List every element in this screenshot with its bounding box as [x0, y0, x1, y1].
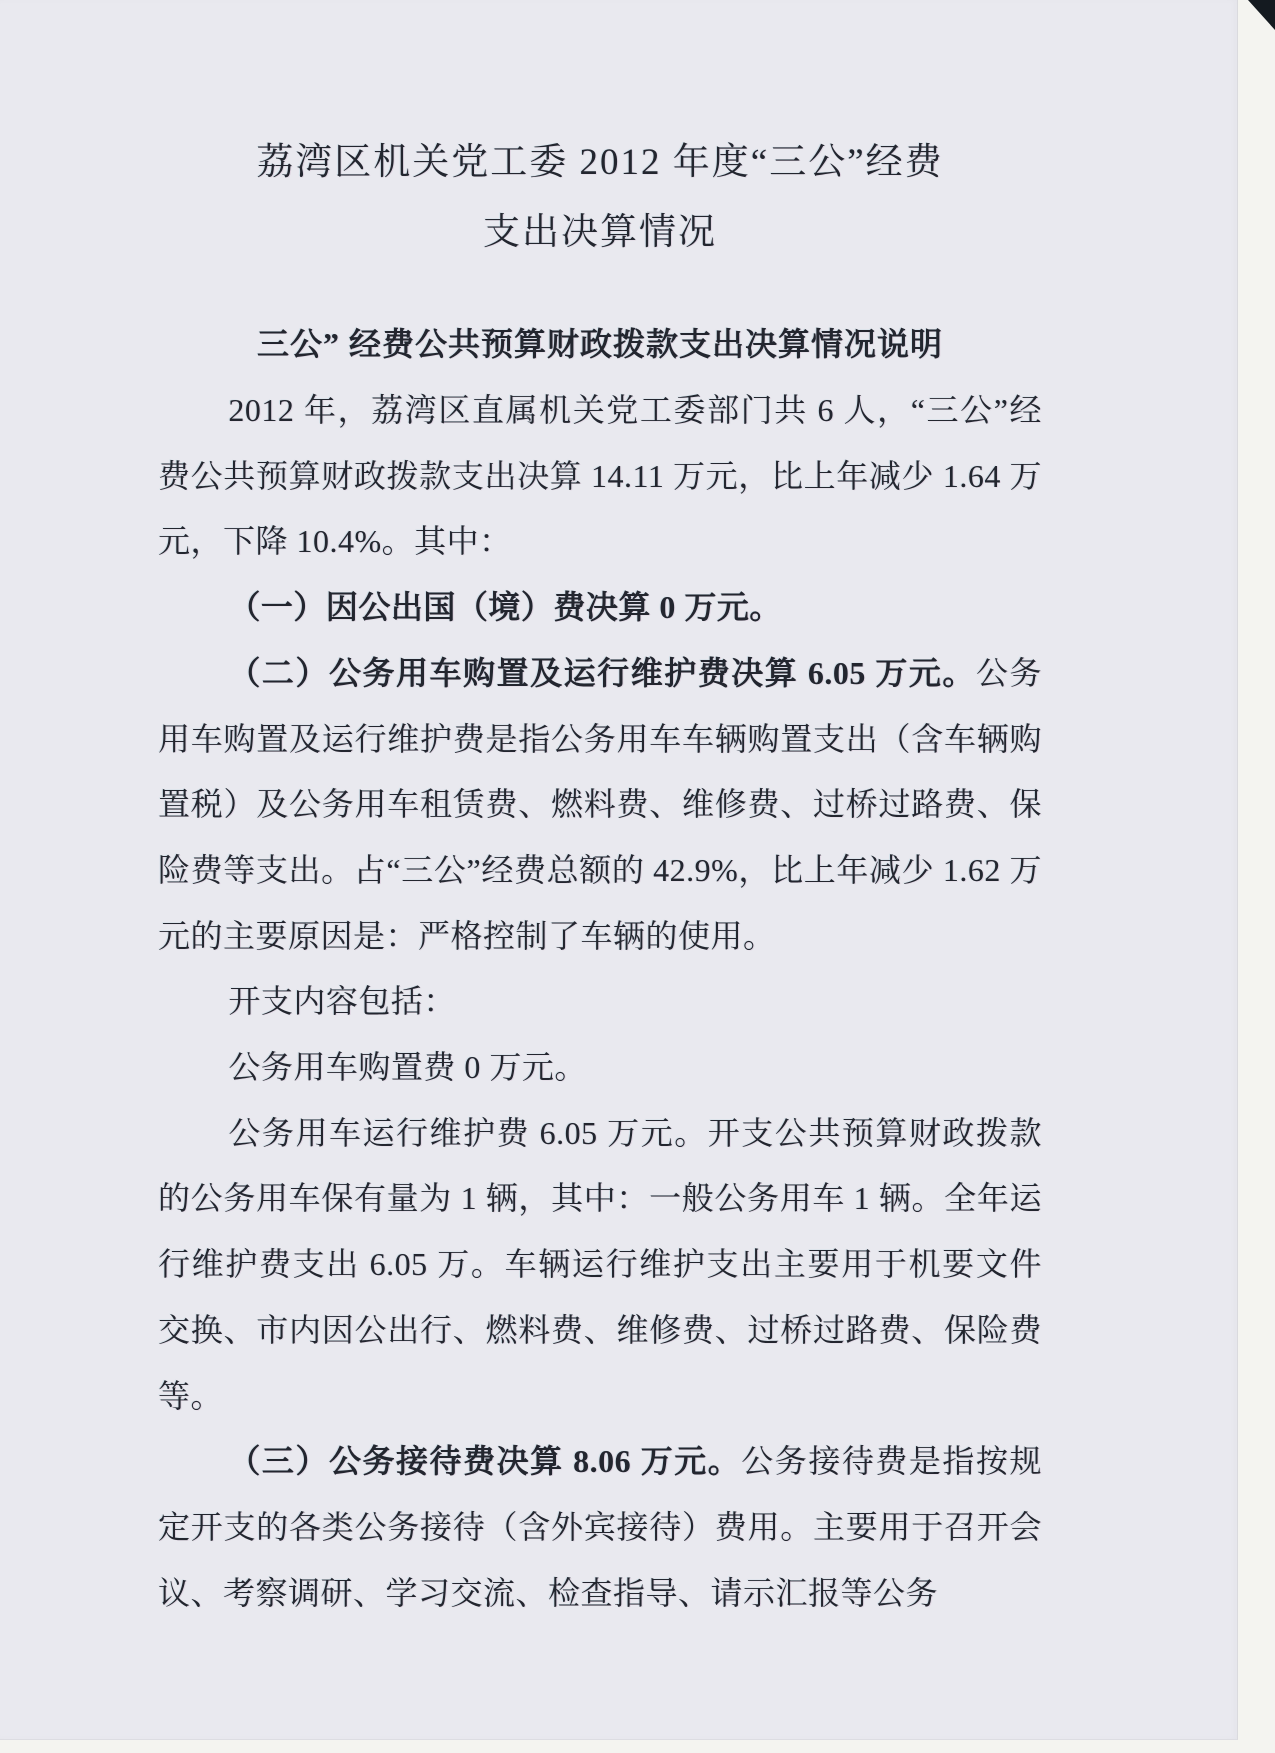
- paragraph-list: [158, 378, 1042, 1626]
- paragraph: [158, 1035, 1042, 1101]
- document-content: [158, 0, 1042, 1626]
- text-run: 公务接待费是指按规定开支的各类公务接待（含外宾接待）费用。主要用于召开会议、考察调研、学习交流、检查指导、请示汇报等公务: [158, 1443, 1042, 1611]
- paragraph: [158, 641, 1042, 970]
- paragraph: [158, 969, 1042, 1035]
- section-heading: 三公” 经费公共预算财政拨款支出决算情况说明: [256, 326, 943, 362]
- text-run: 公务用车购置费 0 万元。: [228, 1049, 587, 1086]
- bold-text-run: （二）公务用车购置及运行维护费决算 6.05 万元。: [228, 654, 976, 691]
- bold-text-run: （一）因公出国（境）费决算 0 万元。: [228, 589, 782, 626]
- text-run: 公务用车运行维护费 6.05 万元。开支公共预算财政拨款的公务用车保有量为 1 辆，其中：一般公务用车 1 辆。全年运行维护费支出 6.05 万。车辆运行维护支出主要用于机要文件交换、市内因公出行、燃料费、维修费、过桥过路费、保险费等。: [158, 1114, 1042, 1414]
- paragraph: [158, 1429, 1042, 1626]
- text-run: 2012 年，荔湾区直属机关党工委部门共 6 人，“三公”经费公共预算财政拨款支出决算 14.11 万元，比上年减少 1.64 万元，下降 10.4%。其中：: [158, 392, 1042, 560]
- scan-corner-artifact: [1248, 0, 1275, 30]
- text-run: 开支内容包括：: [228, 983, 456, 1020]
- bold-text-run: （三）公务接待费决算 8.06 万元。: [228, 1443, 742, 1480]
- document-title: [158, 128, 1042, 268]
- text-run: 公务用车购置及运行维护费是指公务用车车辆购置支出（含车辆购置税）及公务用车租赁费、燃料费、维修费、过桥过路费、保险费等支出。占“三公”经费总额的 42.9%，比上年减少 1.62 万元的主要原因是：严格控制了车辆的使用。: [158, 654, 1042, 954]
- document-title-line2: 支出决算情况: [483, 212, 717, 253]
- document-title-line1: 荔湾区机关党工委 2012 年度“三公”经费: [256, 142, 944, 183]
- paragraph: [158, 575, 1042, 641]
- paragraph: [158, 1101, 1042, 1430]
- paragraph: [158, 378, 1042, 575]
